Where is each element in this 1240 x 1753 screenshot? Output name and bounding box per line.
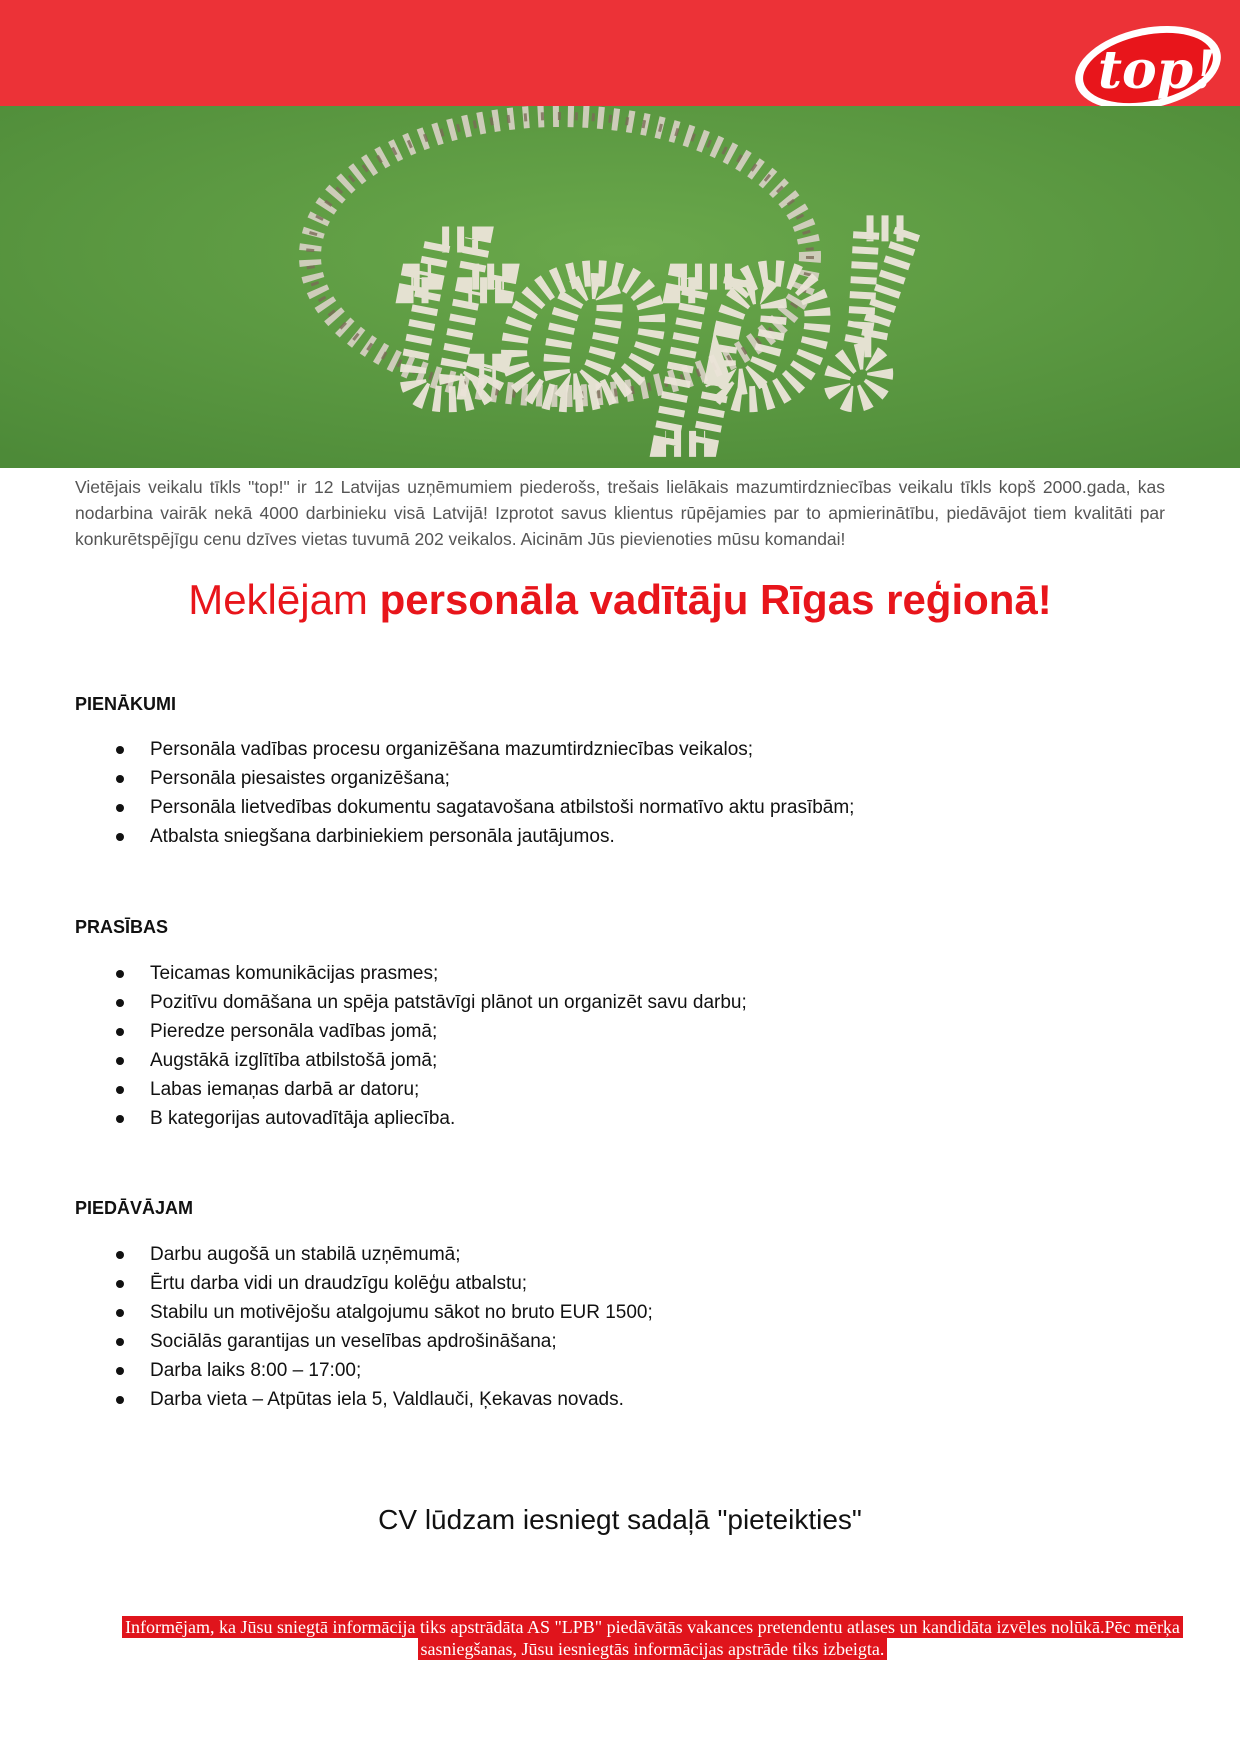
duties-title: PIENĀKUMI — [75, 694, 177, 714]
hero-photo — [0, 106, 1240, 468]
list-item: Stabilu un motivējošu atalgojumu sākot no bruto EUR 1500; — [75, 1298, 1075, 1327]
list-item: Darba vieta – Atpūtas iela 5, Valdlauči, Ķekavas novads. — [75, 1385, 1075, 1414]
header-red-band — [0, 0, 1240, 106]
list-item: Pozitīvu domāšana un spēja patstāvīgi plānot un organizēt savu darbu; — [75, 988, 1075, 1017]
privacy-notice — [110, 1616, 1195, 1660]
privacy-notice-text: Informējam, ka Jūsu sniegtā informācija tiks apstrādāta AS "LPB" piedāvātās vakances pretendentu atlases un kandidāta izvēles nolūkā.Pēc mērķa sasniegšanas, Jūsu iesniegtās informācijas apstrāde tiks izbeigta. — [122, 1616, 1183, 1660]
requirements-title: PRASĪBAS — [75, 917, 169, 937]
list-item: Darbu augošā un stabilā uzņēmumā; — [75, 1240, 1075, 1269]
list-item: Pieredze personāla vadības jomā; — [75, 1017, 1075, 1046]
list-item: Sociālās garantijas un veselības apdrošināšana; — [75, 1327, 1075, 1356]
list-item: Personāla vadības procesu organizēšana mazumtirdzniecības veikalos; — [75, 735, 1075, 764]
job-headline — [0, 574, 1240, 626]
duties-list — [75, 735, 1075, 851]
cv-instruction: CV lūdzam iesniegt sadaļā "pieteikties" — [378, 1504, 862, 1535]
headline-position: personāla vadītāju Rīgas reģionā! — [379, 576, 1052, 623]
list-item: Darba laiks 8:00 – 17:00; — [75, 1356, 1075, 1385]
list-item: Ērtu darba vidi un draudzīgu kolēģu atbalstu; — [75, 1269, 1075, 1298]
requirements-list — [75, 959, 1075, 1133]
list-item: Personāla piesaistes organizēšana; — [75, 764, 1075, 793]
crowd-logo-shape: top! — [400, 181, 922, 451]
svg-text:top!: top! — [1098, 40, 1216, 101]
list-item: Labas iemaņas darbā ar datoru; — [75, 1075, 1075, 1104]
intro-paragraph: Vietējais veikalu tīkls "top!" ir 12 Latvijas uzņēmumiem piederošs, trešais lielākais mazumtirdzniecības veikalu tīkls kopš 2000.gada, kas nodarbina vairāk nekā 4000 darbinieku visā Latvijā! Izprotot savus klientus rūpējamies par to apmierinātību, piedāvājot tiem kvalitāti par konkurētspējīgu cenu dzīves vietas tuvumā 202 veikalos. Aicinām Jūs pievienoties mūsu komandai! — [75, 477, 1165, 549]
list-item: Atbalsta sniegšana darbiniekiem personāla jautājumos. — [75, 822, 1075, 851]
list-item: Teicamas komunikācijas prasmes; — [75, 959, 1075, 988]
list-item: B kategorijas autovadītāja apliecība. — [75, 1104, 1075, 1133]
list-item: Augstākā izglītība atbilstošā jomā; — [75, 1046, 1075, 1075]
headline-lead: Meklējam — [188, 576, 380, 623]
offer-list — [75, 1240, 1075, 1414]
offer-title: PIEDĀVĀJAM — [75, 1198, 194, 1218]
top-logo — [1068, 16, 1234, 116]
list-item: Personāla lietvedības dokumentu sagatavošana atbilstoši normatīvo aktu prasībām; — [75, 793, 1075, 822]
